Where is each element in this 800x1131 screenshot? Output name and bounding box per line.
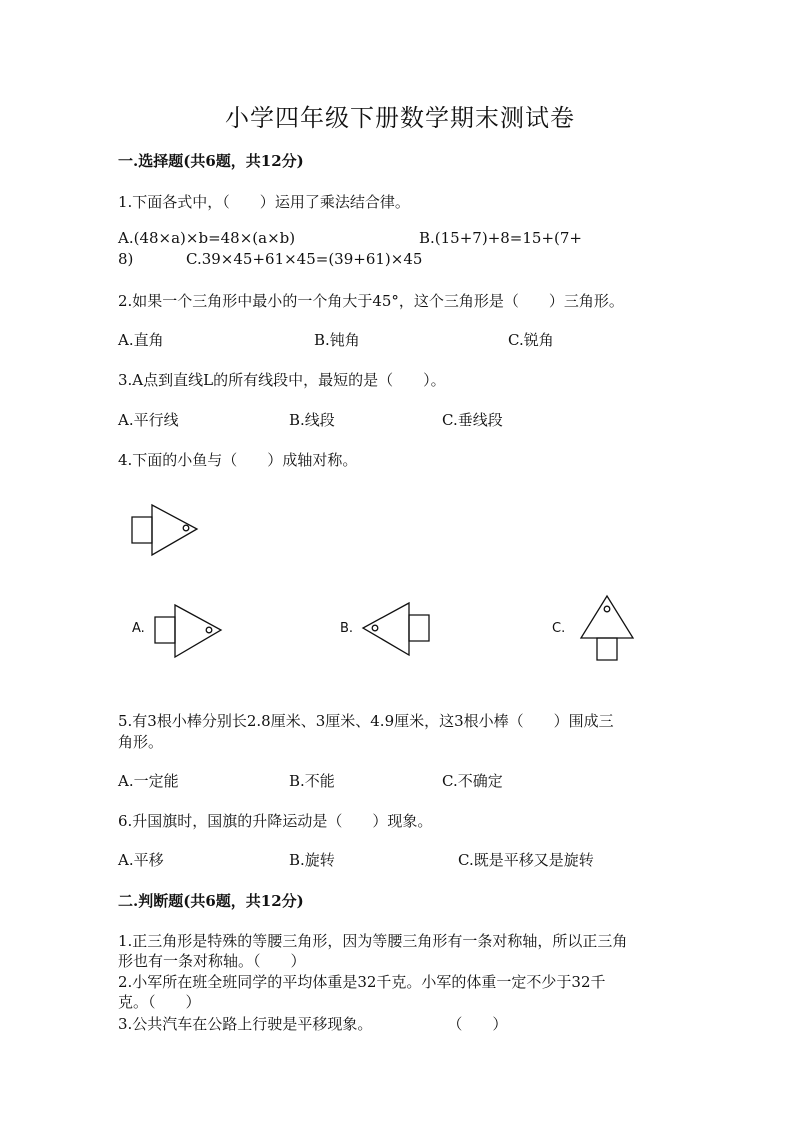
fish-body (152, 505, 197, 555)
q4-option-a-label: A. (132, 621, 145, 636)
judge1-line2: 形也有一条对称轴。（ ） (118, 952, 306, 970)
q5-stem-cont: 角形。 (118, 733, 164, 751)
q3-option-c: C.垂线段 (442, 411, 503, 429)
judge2-line1: 2.小军所在班全班同学的平均体重是32千克。小军的体重一定不少于32千 (118, 973, 606, 991)
fish-eye (183, 525, 189, 531)
reference-fish-figure (130, 503, 200, 557)
q5-option-c: C.不确定 (442, 772, 503, 790)
q6-option-c: C.既是平移又是旋转 (458, 851, 594, 869)
q1-option-b: B.(15+7)+8=15+(7+ (419, 229, 582, 247)
q2-option-c: C.锐角 (508, 331, 554, 349)
section2-heading: 二.判断题(共6题，共12分) (118, 892, 304, 910)
q4-stem: 4.下面的小鱼与（ ）成轴对称。 (118, 451, 358, 469)
q5-option-a: A.一定能 (118, 772, 179, 790)
q5-option-b: B.不能 (289, 772, 335, 790)
q1-option-b-cont: 8) (118, 250, 134, 268)
q1-option-c: C.39×45+61×45=(39+61)×45 (186, 250, 423, 268)
q6-option-b: B.旋转 (289, 851, 335, 869)
option-c-fish-figure (580, 594, 636, 664)
judge3: 3.公共汽车在公路上行驶是平移现象。 （ ） (118, 1015, 508, 1033)
q3-stem: 3.A点到直线L的所有线段中，最短的是（ ）。 (118, 371, 446, 389)
judge1-line1: 1.正三角形是特殊的等腰三角形，因为等腰三角形有一条对称轴，所以正三角 (118, 932, 628, 950)
q2-stem: 2.如果一个三角形中最小的一个角大于45°，这个三角形是（ ）三角形。 (118, 292, 624, 310)
q4-option-c-label: C. (552, 621, 566, 636)
fish-tail (132, 517, 152, 543)
q2-option-a: A.直角 (118, 331, 164, 349)
q4-option-b-label: B. (340, 621, 354, 636)
q1-option-a: A.(48×a)×b=48×(a×b) (118, 229, 296, 247)
q5-stem: 5.有3根小棒分别长2.8厘米、3厘米、4.9厘米，这3根小棒（ ）围成三 (118, 712, 614, 730)
judge2-line2: 克。（ ） (118, 993, 201, 1011)
q6-stem: 6.升国旗时，国旗的升降运动是（ ）现象。 (118, 812, 433, 830)
option-b-fish-figure (361, 601, 433, 657)
option-a-fish-figure (153, 603, 225, 659)
q1-stem: 1.下面各式中，（ ）运用了乘法结合律。 (118, 193, 410, 211)
section1-heading: 一.选择题(共6题，共12分) (118, 152, 304, 170)
q2-option-b: B.钝角 (314, 331, 360, 349)
page-title: 小学四年级下册数学期末测试卷 (225, 104, 575, 132)
q3-option-b: B.线段 (289, 411, 335, 429)
q3-option-a: A.平行线 (118, 411, 179, 429)
q6-option-a: A.平移 (118, 851, 164, 869)
